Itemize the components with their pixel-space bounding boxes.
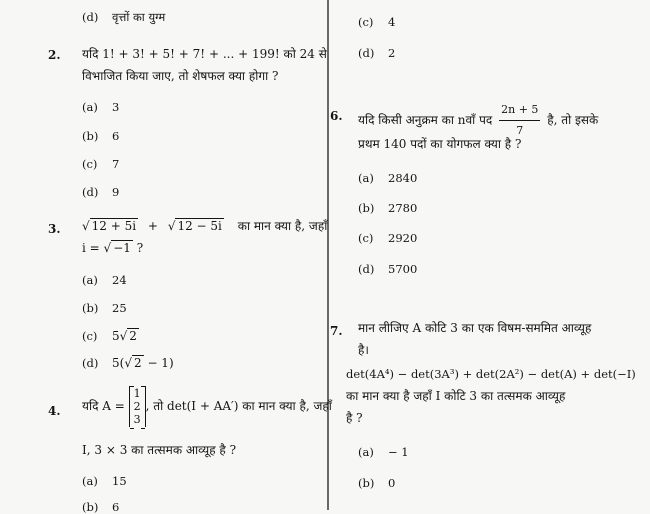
q3-line1: √ 12 + 5i + √ 12 − 5i का मान क्या है, जहाँ [82, 219, 328, 233]
q5-option-c [358, 15, 395, 29]
option-label: (d) [82, 10, 99, 24]
q6-option-a [358, 171, 417, 185]
q2-option-c [82, 157, 119, 171]
option-text: 4 [388, 15, 396, 29]
option-label: (b) [82, 129, 99, 143]
option-label: (a) [358, 445, 374, 459]
q1-option-d [82, 10, 165, 25]
q2-option-d [82, 185, 119, 199]
q3-qmark: ? [136, 241, 144, 255]
q4-matrix [129, 386, 146, 427]
option-text: 2840 [388, 171, 418, 185]
q3-sqrt1: 12 + 5i [91, 219, 137, 233]
q6-option-c [358, 231, 417, 245]
option-text: − 1 [388, 445, 409, 459]
q3-option-c: (c) 5√ 2 [82, 329, 137, 343]
q2-line1: यदि 1! + 3! + 5! + 7! + ... + 199! को 24 से [82, 47, 327, 61]
option-text: 6 [112, 500, 120, 514]
fraction-denominator: 7 [516, 124, 524, 137]
option-sqrt: 2 [133, 356, 142, 370]
option-text: 2780 [388, 201, 418, 215]
option-label: (b) [82, 301, 99, 315]
q4-pre: यदि A = [82, 399, 125, 413]
q3-line2: i = √ −1 ? [82, 241, 144, 255]
option-text: 25 [112, 301, 127, 315]
option-text: 6 [112, 129, 120, 143]
q7-number: 7. [330, 324, 343, 338]
option-label: (c) [358, 15, 374, 29]
option-text: वृत्तों का युग्म [112, 10, 166, 24]
option-text: 2920 [388, 231, 418, 245]
q7-line5: है ? [346, 411, 363, 425]
q2-option-b [82, 129, 119, 143]
q2-line2: विभाजित किया जाए, तो शेषफल क्या होगा ? [82, 69, 279, 83]
q2-option-a [82, 100, 119, 114]
q5-option-d [358, 46, 395, 60]
option-label: (a) [82, 273, 98, 287]
option-label: (d) [358, 46, 375, 60]
option-label: (d) [358, 262, 375, 276]
option-label: (b) [358, 476, 375, 490]
q3-tail: का मान क्या है, जहाँ [237, 219, 328, 233]
option-text: 7 [112, 157, 120, 171]
q6-post: है, तो इसके [547, 113, 599, 127]
q3-plus: + [147, 219, 158, 233]
q4-post: , तो det(I + AA′) का मान क्या है, जहाँ [145, 399, 332, 413]
q6-number: 6. [330, 109, 343, 123]
option-label: (c) [358, 231, 374, 245]
option-pre: 5 [112, 329, 120, 343]
column-divider [327, 0, 329, 510]
option-text: 2 [388, 46, 396, 60]
q3-option-a [82, 273, 127, 287]
matrix-cell: 3 [133, 413, 141, 426]
q6-line2: प्रथम 140 पदों का योगफल क्या है ? [358, 137, 522, 151]
q4-option-b [82, 500, 119, 514]
option-text: 9 [112, 185, 120, 199]
option-label: (d) [82, 185, 99, 199]
matrix-cell: 2 [133, 400, 141, 413]
option-label: (a) [82, 100, 98, 114]
q7-determinant-expression: det(4A⁴) − det(3A³) + det(2A²) − det(A) + det(−I) [346, 367, 636, 381]
q7-option-a [358, 445, 409, 459]
q2-number: 2. [48, 48, 61, 62]
option-pre: 5( [112, 356, 125, 370]
matrix-cell: 1 [133, 387, 141, 400]
option-label: (d) [82, 356, 99, 370]
fraction-numerator: 2n + 5 [499, 100, 540, 121]
q6-pre: यदि किसी अनुक्रम का nवाँ पद [358, 113, 493, 127]
q3-sqrt-minus1: −1 [113, 241, 131, 255]
option-label: (c) [82, 329, 98, 343]
option-post: − 1) [143, 356, 174, 370]
q4-line1 [82, 386, 332, 427]
option-sqrt: 2 [129, 329, 137, 343]
q7-option-b [358, 476, 395, 490]
q7-line1: मान लीजिए A कोटि 3 का एक विषम-सममित आव्यूह [358, 321, 592, 335]
option-label: (b) [82, 500, 99, 514]
q6-option-b [358, 201, 417, 215]
option-text: 5700 [388, 262, 418, 276]
q3-number: 3. [48, 222, 61, 236]
option-text: 0 [388, 476, 396, 490]
q3-option-b [82, 301, 127, 315]
q4-line2: I, 3 × 3 का तत्समक आव्यूह है ? [82, 443, 237, 457]
q7-line2: है। [358, 343, 369, 357]
option-label: (c) [82, 157, 98, 171]
option-text: 15 [112, 474, 127, 488]
option-label: (a) [82, 474, 98, 488]
option-label: (b) [358, 201, 375, 215]
q4-option-a [82, 474, 127, 488]
q7-line4: का मान क्या है जहाँ I कोटि 3 का तत्समक आव्यूह [346, 389, 566, 403]
option-text: 24 [112, 273, 127, 287]
q3-sqrt2: 12 − 5i [177, 219, 222, 233]
q3-i-eq: i = [82, 241, 100, 255]
option-text: 3 [112, 100, 120, 114]
q3-option-d: (d) 5(√ 2 − 1) [82, 356, 174, 370]
option-label: (a) [358, 171, 374, 185]
q6-option-d [358, 262, 417, 276]
q4-number: 4. [48, 404, 61, 418]
